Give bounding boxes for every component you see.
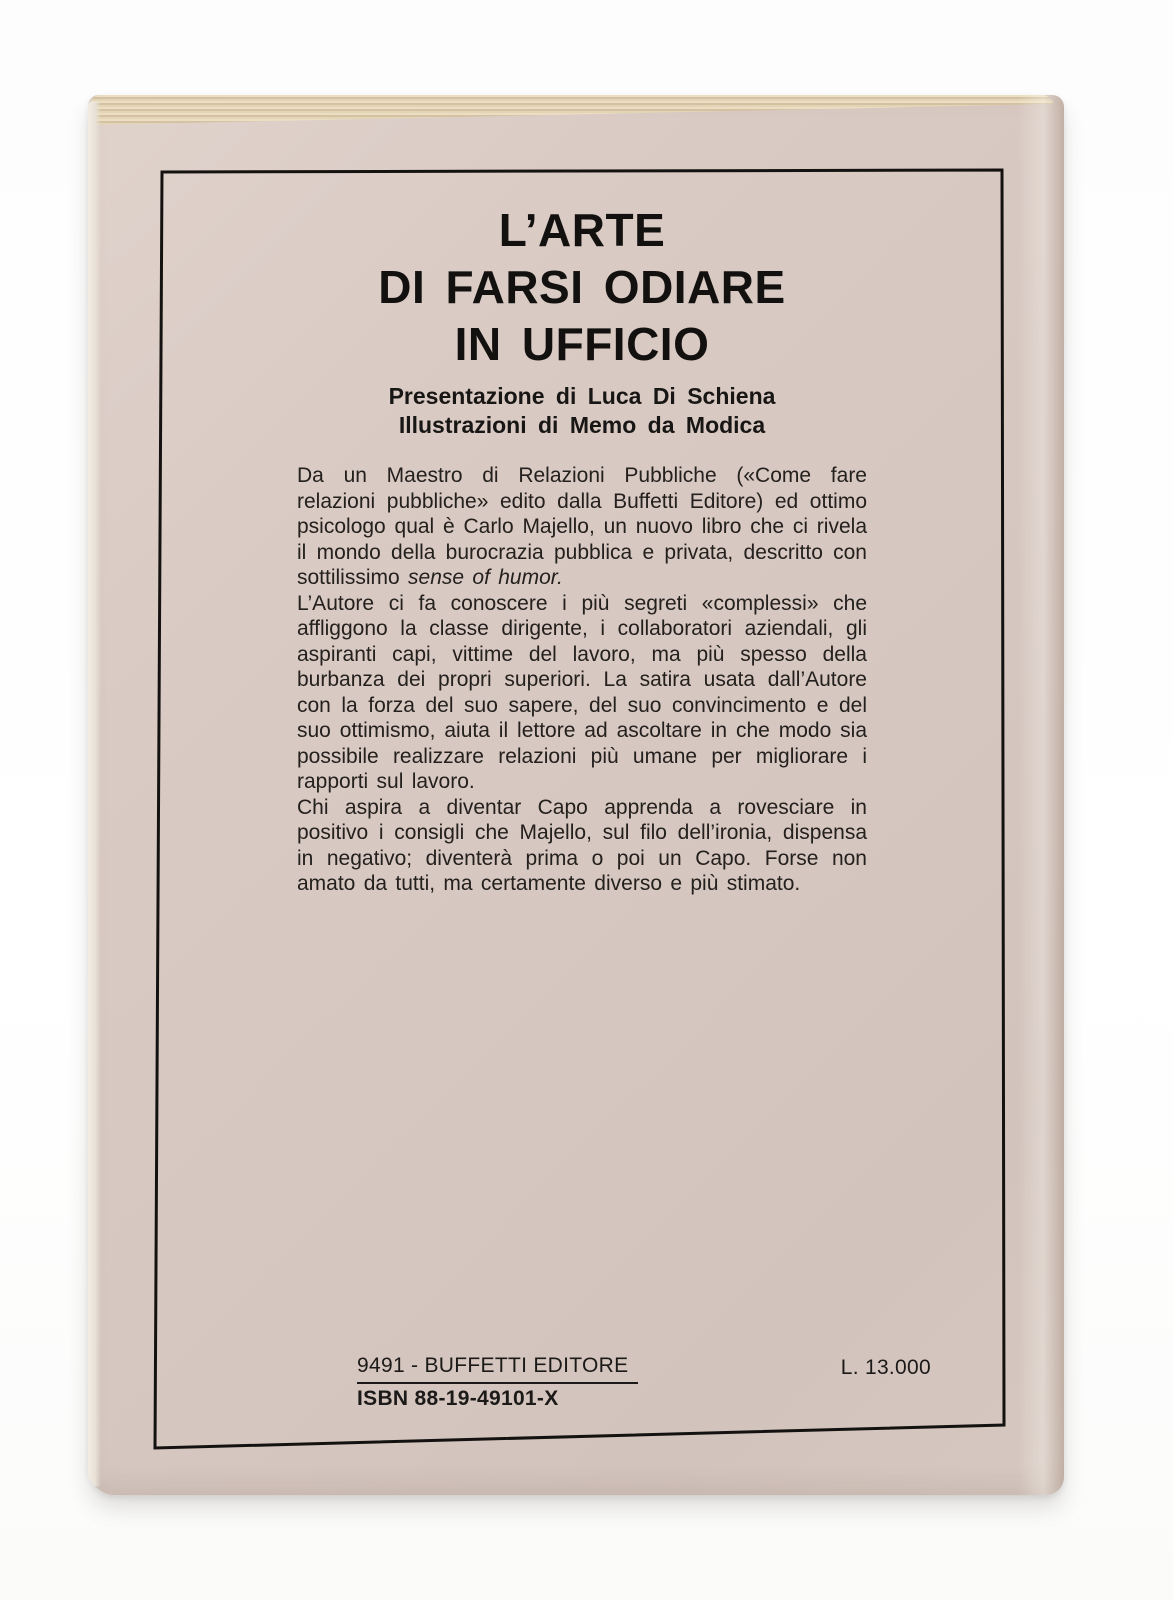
blurb-paragraph-1-text: Da un Maestro di Relazioni Pubbliche («Come fare relazioni pubbliche» edito dalla Buffetti Editore) ed ottimo psicologo qual è Carlo Majello, un nuovo libro che ci rivela il mondo della burocrazia pubblica e privata, descritto con sottilissimo xyxy=(297,464,867,589)
back-cover-blurb xyxy=(297,463,867,897)
price: L. 13.000 xyxy=(840,1356,931,1379)
credits xyxy=(162,382,1002,440)
illustrations-credit: Illustrazioni di Memo da Modica xyxy=(398,412,766,438)
presentation-credit: Presentazione di Luca Di Schiena xyxy=(388,383,776,409)
blurb-paragraph-1-italic: sense of humor. xyxy=(408,566,563,589)
blurb-paragraph-2: L’Autore ci fa conoscere i più segreti «complessi» che affliggono la classe dirigente, i collaboratori aziendali, gli aspiranti capi, vittime del lavoro, ma più spesso della burbanza dei propri superiori. La satira usata dall’Autore con la forza del suo sapere, del suo convincimento e del suo ottimismo, aiuta il lettore ad ascoltare in che modo sia possibile realizzare relazioni più umane per migliorare i rapporti sul lavoro. xyxy=(297,591,867,793)
cover-printed-content xyxy=(162,172,1002,1448)
book-title xyxy=(162,202,1002,373)
blurb-paragraph-3: Chi aspira a diventar Capo apprenda a rovesciare in positivo i consigli che Majello, sul filo dell’ironia, dispensa in negativo; diventerà prima o poi un Capo. Forse non amato da tutti, ma certamente diverso e più stimato. xyxy=(297,795,867,895)
publisher-price-row xyxy=(357,1354,931,1411)
title-line-2: DI FARSI ODIARE xyxy=(378,261,786,313)
title-line-1: L’ARTE xyxy=(498,204,666,256)
publisher-code: 9491 - BUFFETTI EDITORE xyxy=(357,1354,638,1384)
publisher-block xyxy=(357,1354,638,1411)
title-line-3: IN UFFICIO xyxy=(454,318,710,370)
blurb-paragraph-1 xyxy=(297,463,867,591)
isbn: ISBN 88-19-49101-X xyxy=(357,1387,559,1410)
book-back-cover xyxy=(88,95,1064,1495)
